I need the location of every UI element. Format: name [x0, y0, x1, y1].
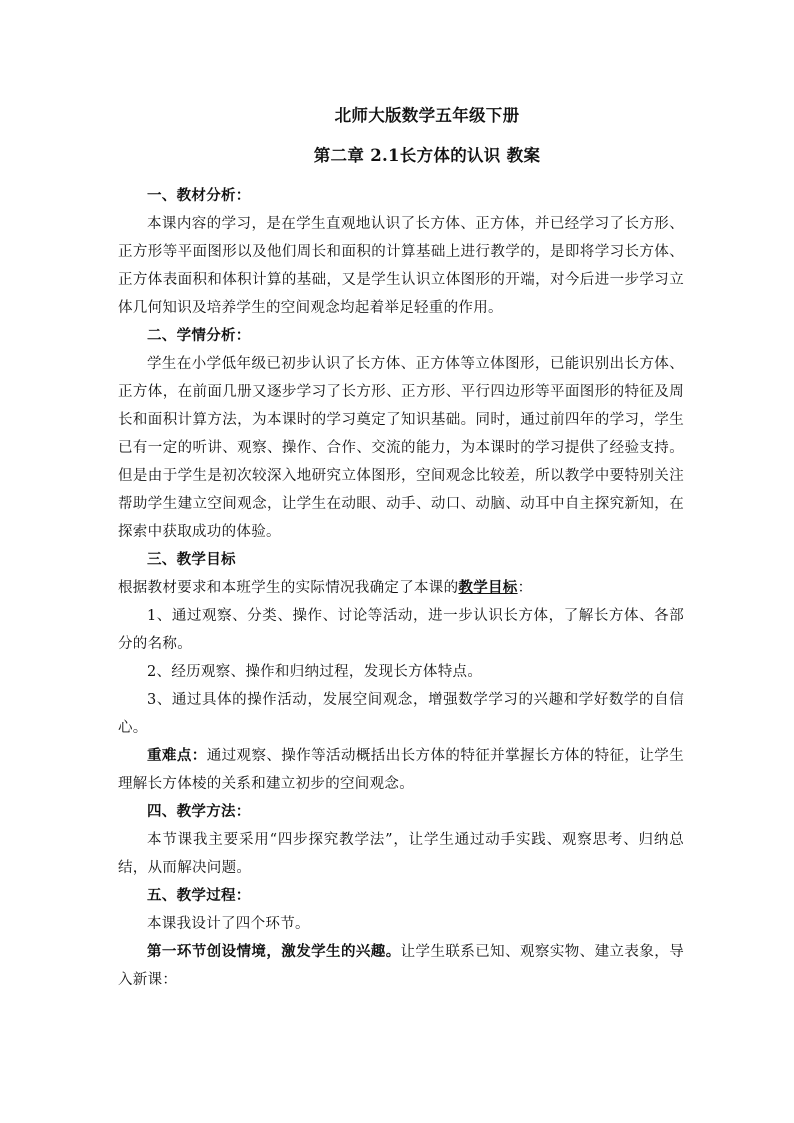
goal-item-1: 1、通过观察、分类、操作、讨论等活动，进一步认识长方体，了解长方体、各部分的名称。 [118, 608, 684, 652]
document-title: 北师大版数学五年级下册 [334, 106, 520, 125]
key-difficulty [118, 742, 684, 798]
goals-intro [118, 574, 684, 602]
section-heading-goals: 三、教学目标 [147, 551, 236, 568]
section-heading-analysis: 一、教材分析： [147, 187, 251, 204]
document-subtitle: 第二章 2.1长方体的认识 教案 [313, 146, 541, 165]
section-heading-process: 五、教学过程： [147, 887, 251, 904]
goals-intro-emphasis: 教学目标 [458, 579, 518, 596]
key-difficulty-text: 通过观察、操作等活动概括出长方体的特征并掌握长方体的特征，让学生理解长方体棱的关系和建立初步的空间观念。 [118, 748, 684, 792]
process-step-1-text: 让学生联系已知、观察实物、建立表象，导入新课： [118, 944, 684, 988]
key-difficulty-label: 重难点： [147, 747, 207, 764]
section-body-learners: 学生在小学低年级已初步认识了长方体、正方体等立体图形，已能识别出长方体、正方体，在前面几册又逐步学习了长方形、正方形、平行四边形等平面图形的特征及周长和面积计算方法，为本课时的学习奠定了知识基础。同时，通过前四年的学习，学生已有一定的听讲、观察、操作、合作、交流的能力，为本课时的学习提供了经验支持。但是由于学生是初次较深入地研究立体图形，空间观念比较差，所以教学中要特别关注帮助学生建立空间观念，让学生在动眼、动手、动口、动脑、动耳中自主探究新知，在探索中获取成功的体验。 [118, 356, 684, 540]
document-body [118, 98, 684, 994]
section-body-process: 本课我设计了四个环节。 [147, 916, 310, 932]
section-heading-methods: 四、教学方法： [147, 803, 251, 820]
section-heading-learners: 二、学情分析： [147, 327, 251, 344]
process-step-1-label: 第一环节创设情境，激发学生的兴趣。 [147, 943, 401, 960]
goal-item-2: 2、经历观察、操作和归纳过程，发现长方体特点。 [147, 664, 483, 680]
process-step-1 [118, 938, 684, 994]
goals-intro-prefix: 根据教材要求和本班学生的实际情况我确定了本课的 [118, 580, 459, 596]
goals-intro-suffix: ： [517, 580, 533, 596]
goal-item-3: 3、通过具体的操作活动，发展空间观念，增强数学学习的兴趣和学好数学的自信心。 [118, 692, 684, 736]
section-body-analysis: 本课内容的学习，是在学生直观地认识了长方体、正方体，并已经学习了长方形、正方形等平面图形以及他们周长和面积的计算基础上进行教学的，是即将学习长方体、正方体表面积和体积计算的基础，又是学生认识立体图形的开端，对今后进一步学习立体几何知识及培养学生的空间观念均起着举足轻重的作用。 [118, 216, 684, 316]
section-body-methods: 本节课我主要采用“四步探究教学法”，让学生通过动手实践、观察思考、归纳总结，从而解决问题。 [118, 832, 684, 876]
